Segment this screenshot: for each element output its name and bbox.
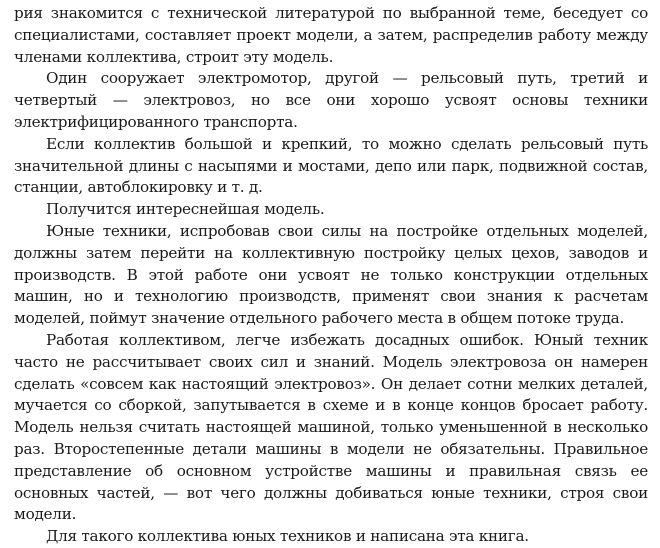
paragraph-4: Получится интереснейшая модель. [46, 200, 325, 219]
paragraph-7: Для такого коллектива юных техников и написана эта книга. [46, 527, 529, 546]
paragraph-5: Юные техники, испробовав свои силы на постройке отдельных моделей, должны затем перейти на коллективную постройку целых цехов, заводов и производств. В этой работе они усвоят не только конструкции отдельных машин, но и технологию производств, применят свои знания к расчетам моделей, поймут значение отдельного рабочего места в общем потоке труда. [14, 221, 648, 328]
paragraph-6: Работая коллективом, легче избежать досадных ошибок. Юный техник часто не рассчитывает своих сил и знаний. Модель электровоза он намерен сделать «совсем как настоящий электровоз». Он делает сотни мелких деталей, мучается со сборкой, запутывается в схеме и в конце концов бросает работу. Модель нельзя считать настоящей машиной, только уменьшенной в несколько раз. Второстепенные детали машины в модели не обязательны. Правильное представление об основном устройстве машины и правильная связь ее основных частей, — вот чего должны добиваться юные техники, строя свои модели. [14, 330, 648, 524]
paragraph-2: Один сооружает электромотор, другой — рельсовый путь, третий и четвертый — электровоз, но все они хорошо усвоят основы техники электрифицированного транспорта. [14, 69, 648, 131]
paragraph-3: Если коллектив большой и крепкий, то можно сделать рельсовый путь значительной длины с насыпями и мостами, депо или парк, подвижной состав, станции, автоблокировку и т. д. [14, 134, 648, 197]
paragraph-1: рия знакомится с технической литературой по выбранной теме, беседует со специалистами, составляет проект модели, а затем, распределив работу между членами коллектива, строит эту модель. [14, 4, 648, 66]
